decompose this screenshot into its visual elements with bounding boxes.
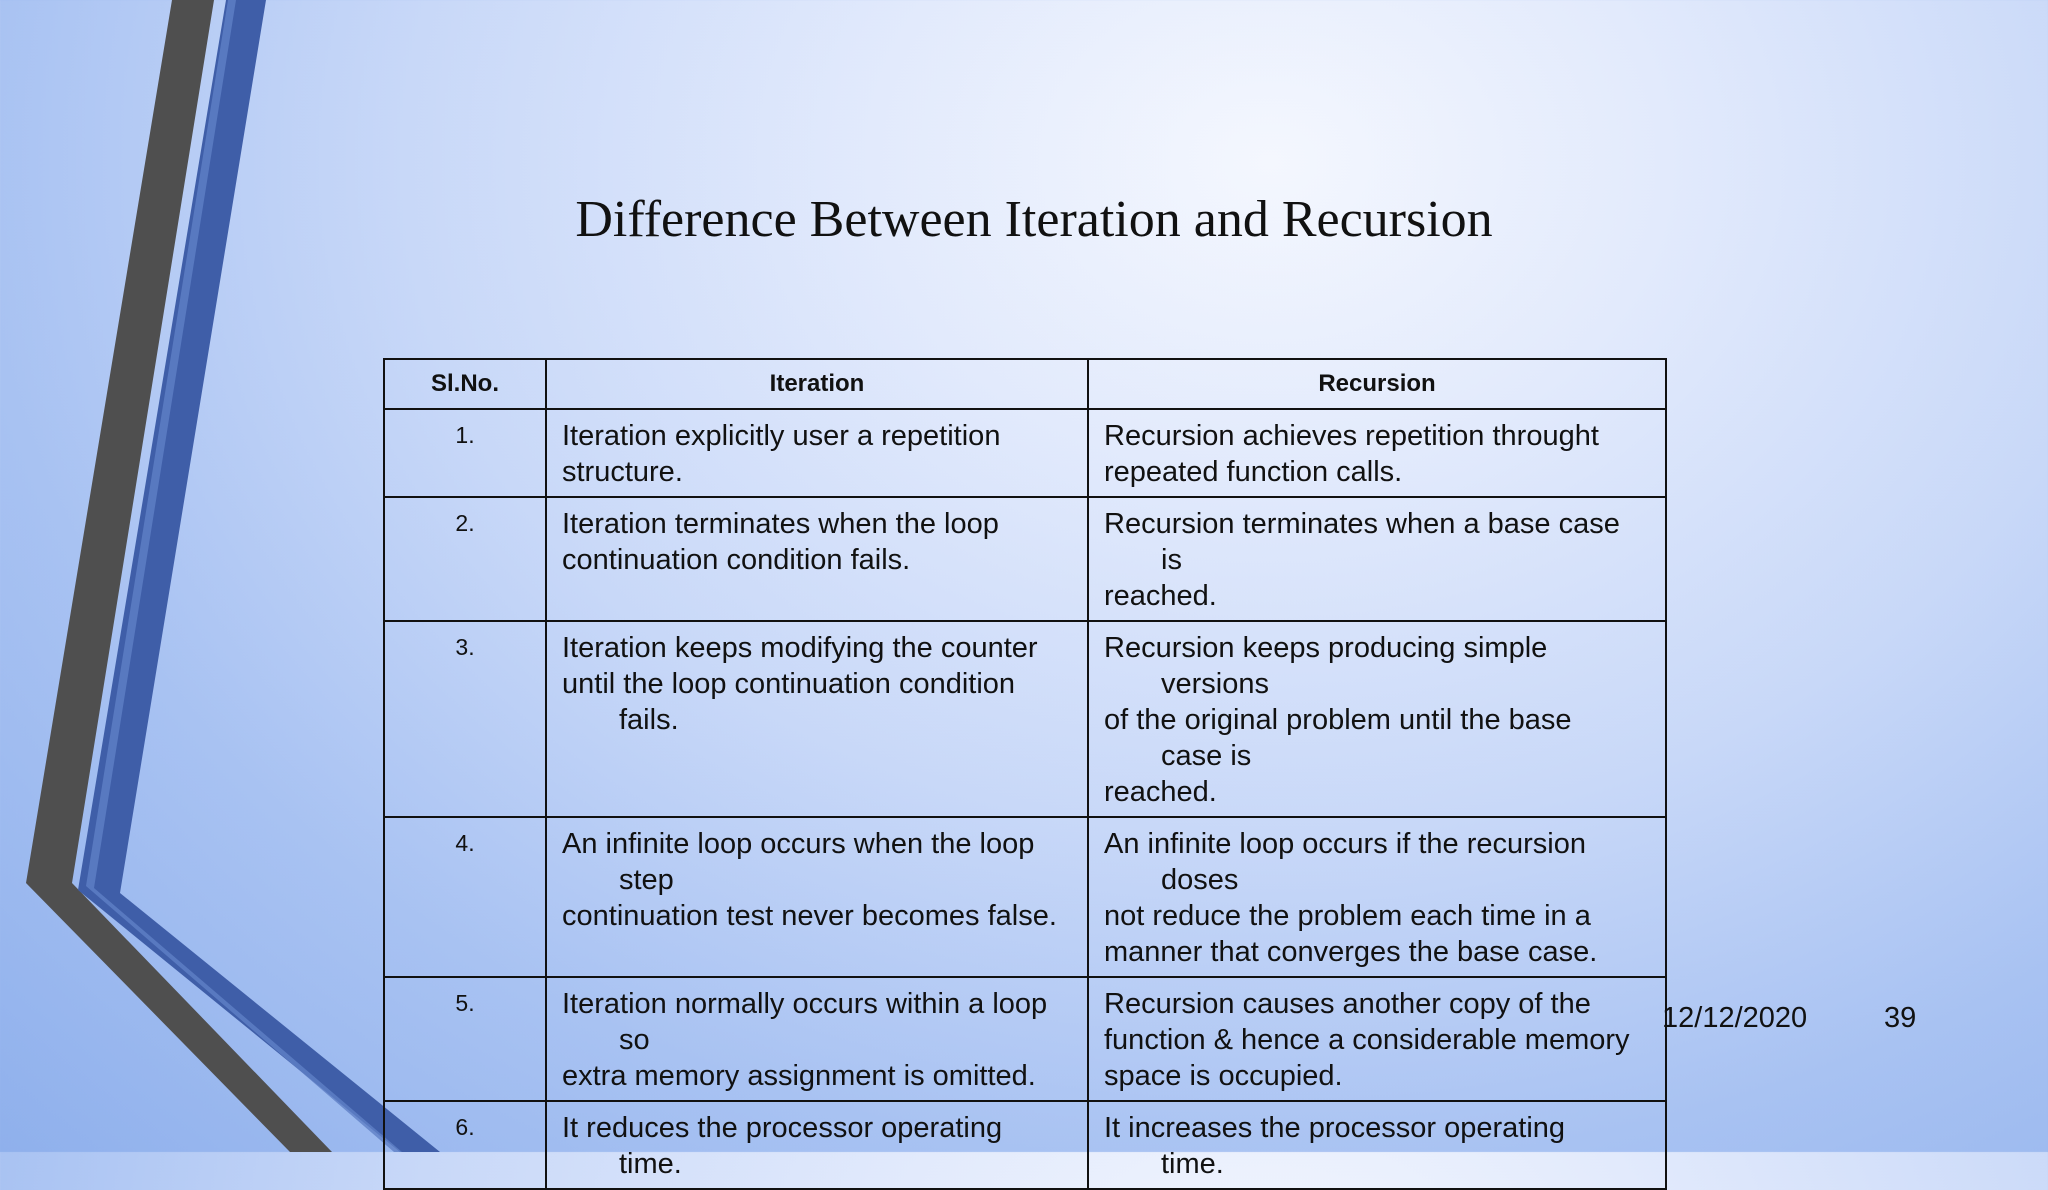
iteration-cell (546, 621, 1088, 817)
recursion-cell (1088, 409, 1666, 497)
recursion-text-line: of the original problem until the base (1104, 704, 1572, 736)
recursion-text-line: doses (1161, 864, 1239, 896)
iteration-text-line: so (619, 1024, 650, 1056)
iteration-text-line: Iteration keeps modifying the counter (562, 632, 1038, 664)
table-row (384, 977, 1666, 1101)
slide-title: Difference Between Iteration and Recursion (575, 191, 1493, 248)
recursion-text-line: manner that converges the base case. (1104, 936, 1598, 968)
recursion-text-line: Recursion causes another copy of the (1104, 988, 1591, 1020)
iteration-text-line: time. (619, 1148, 682, 1180)
recursion-text-line: An infinite loop occurs if the recursion (1104, 828, 1586, 860)
recursion-text-line: is (1161, 544, 1182, 576)
recursion-text-line: Recursion terminates when a base case (1104, 508, 1620, 540)
recursion-cell (1088, 1101, 1666, 1189)
row-number: 4. (384, 817, 546, 977)
table-row (384, 817, 1666, 977)
table-row (384, 409, 1666, 497)
row-number: 5. (384, 977, 546, 1101)
iteration-text-line: Iteration terminates when the loop (562, 508, 999, 540)
recursion-text-line: reached. (1104, 776, 1217, 808)
iteration-text-line: extra memory assignment is omitted. (562, 1060, 1036, 1092)
row-number: 2. (384, 497, 546, 621)
iteration-text-line: An infinite loop occurs when the loop (562, 828, 1035, 860)
recursion-text-line: time. (1161, 1148, 1224, 1180)
table-header-row (384, 359, 1666, 409)
recursion-text-line: function & hence a considerable memory (1104, 1024, 1630, 1056)
iteration-text-line: step (619, 864, 674, 896)
iteration-text-line: continuation test never becomes false. (562, 900, 1057, 932)
recursion-text-line: Recursion achieves repetition throught (1104, 420, 1599, 452)
iteration-text-line: fails. (619, 704, 679, 736)
recursion-text-line: It increases the processor operating (1104, 1112, 1566, 1144)
iteration-text-line: structure. (562, 456, 683, 488)
row-number: 6. (384, 1101, 546, 1189)
header-iteration: Iteration (546, 359, 1088, 409)
recursion-cell (1088, 497, 1666, 621)
iteration-text-line: Iteration explicitly user a repetition (562, 420, 1001, 452)
footer-date: 12/12/2020 (1662, 1002, 1808, 1034)
row-number: 3. (384, 621, 546, 817)
recursion-cell (1088, 977, 1666, 1101)
iteration-text-line: continuation condition fails. (562, 544, 911, 576)
page-number: 39 (1884, 1002, 1917, 1034)
table-row (384, 1101, 1666, 1189)
header-sl-no: Sl.No. (384, 359, 546, 409)
recursion-text-line: Recursion keeps producing simple (1104, 632, 1548, 664)
recursion-cell (1088, 817, 1666, 977)
comparison-table (383, 358, 1667, 1190)
recursion-text-line: case is (1161, 740, 1252, 772)
table-row (384, 621, 1666, 817)
iteration-text-line: It reduces the processor operating (562, 1112, 1003, 1144)
header-recursion: Recursion (1088, 359, 1666, 409)
table-row (384, 497, 1666, 621)
recursion-text-line: versions (1161, 668, 1269, 700)
iteration-cell (546, 1101, 1088, 1189)
recursion-cell (1088, 621, 1666, 817)
iteration-cell (546, 497, 1088, 621)
iteration-cell (546, 409, 1088, 497)
recursion-text-line: reached. (1104, 580, 1217, 612)
iteration-text-line: until the loop continuation condition (562, 668, 1016, 700)
iteration-text-line: Iteration normally occurs within a loop (562, 988, 1048, 1020)
row-number: 1. (384, 409, 546, 497)
decor-gray-stripe (26, 0, 332, 1152)
iteration-cell (546, 817, 1088, 977)
recursion-text-line: space is occupied. (1104, 1060, 1343, 1092)
recursion-text-line: not reduce the problem each time in a (1104, 900, 1591, 932)
recursion-text-line: repeated function calls. (1104, 456, 1403, 488)
iteration-cell (546, 977, 1088, 1101)
